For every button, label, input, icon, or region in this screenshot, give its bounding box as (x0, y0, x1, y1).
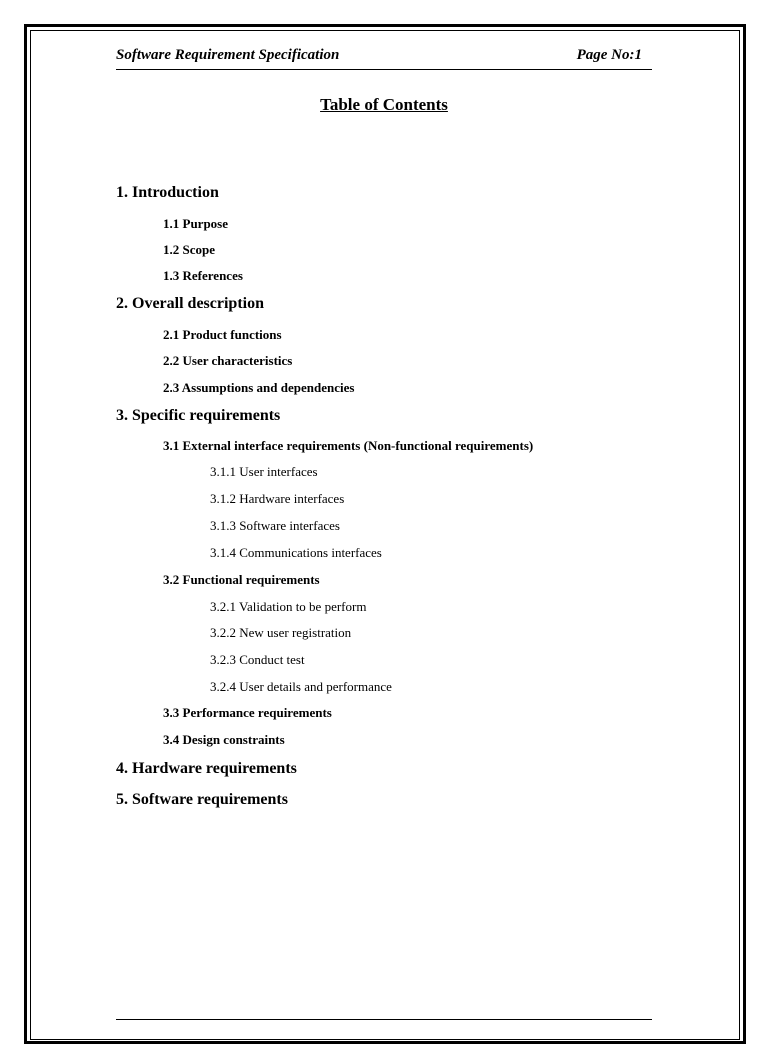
header-title: Software Requirement Specification (116, 47, 340, 63)
toc-entry-2-1: 2.1 Product functions (163, 327, 282, 342)
toc-entry-3-2-1: 3.2.1 Validation to be perform (210, 599, 367, 614)
toc-entry-1: 1. Introduction (116, 184, 219, 201)
toc-entry-4: 4. Hardware requirements (116, 760, 297, 777)
toc-entry-5: 5. Software requirements (116, 791, 288, 808)
toc-entry-1-2: 1.2 Scope (163, 242, 215, 257)
toc-entry-3-1: 3.1 External interface requirements (Non-functional requirements) (163, 438, 534, 453)
toc-heading (0, 95, 768, 115)
toc-entry-3-1-1: 3.1.1 User interfaces (210, 464, 318, 479)
footer-rule (116, 1019, 652, 1020)
toc-entry-2-2: 2.2 User characteristics (163, 353, 293, 368)
toc-entry-3-2-3: 3.2.3 Conduct test (210, 652, 305, 667)
toc-entry-3-1-3: 3.1.3 Software interfaces (210, 518, 340, 533)
toc-entry-3-2-2: 3.2.2 New user registration (210, 625, 352, 640)
toc-entry-3-1-4: 3.1.4 Communications interfaces (210, 545, 382, 560)
header-page-number: Page No:1 (576, 47, 642, 63)
toc-entry-2-3: 2.3 Assumptions and dependencies (163, 380, 355, 395)
toc-entry-3-3: 3.3 Performance requirements (163, 705, 332, 720)
page-header (116, 47, 652, 70)
toc-entry-3-2-4: 3.2.4 User details and performance (210, 679, 392, 694)
toc-entry-3-4: 3.4 Design constraints (163, 732, 285, 747)
toc-entry-1-3: 1.3 References (163, 268, 243, 283)
toc-entry-3-1-2: 3.1.2 Hardware interfaces (210, 491, 345, 506)
toc-entry-1-1: 1.1 Purpose (163, 216, 228, 231)
page-border-inner (30, 30, 740, 1040)
toc-heading-text: Table of Contents (320, 95, 448, 114)
toc-entry-3-2: 3.2 Functional requirements (163, 572, 320, 587)
toc-entry-3: 3. Specific requirements (116, 407, 281, 424)
toc-entry-2: 2. Overall description (116, 295, 264, 312)
